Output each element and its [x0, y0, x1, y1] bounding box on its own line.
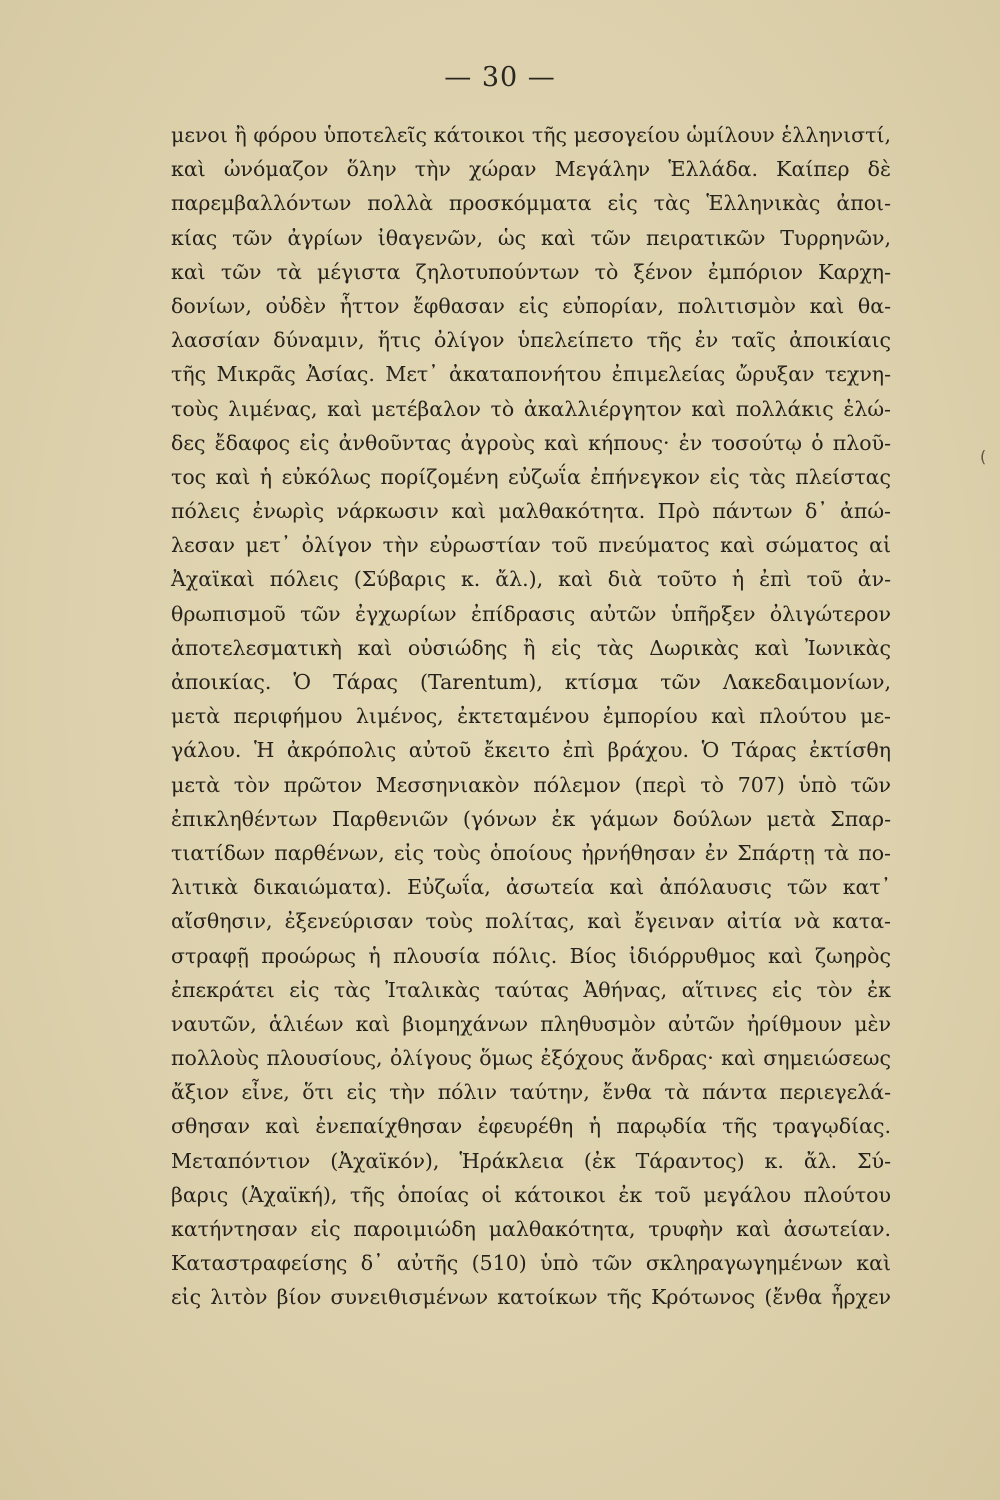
text-line: ναυτῶν, ἁλιέων καὶ βιομηχάνων πληθυσμὸν αὐτῶν ἠρίθμουν μὲν	[171, 1011, 891, 1036]
text-line: ἀποικίας. Ὁ Τάρας (Tarentum), κτίσμα τῶν Λακεδαιμονίων,	[171, 670, 891, 694]
text-line: ἀποτελεσματικὴ καὶ οὐσιώδης ἢ εἰς τὰς Δωρικὰς καὶ Ἰωνικὰς	[171, 635, 891, 660]
text-line: Ἀχαϊκαὶ πόλεις (Σύβαρις κ. ἄλ.), καὶ διὰ τοῦτο ἡ ἐπὶ τοῦ ἀν-	[171, 567, 891, 592]
text-line: δονίων, οὐδὲν ἧττον ἔφθασαν εἰς εὐπορίαν, πολιτισμὸν καὶ θα-	[171, 293, 891, 318]
text-line: λιτικὰ δικαιώματα). Εὐζωΐα, ἀσωτεία καὶ ἀπόλαυσις τῶν κατ᾽	[171, 875, 891, 900]
text-line: Μεταπόντιον (Ἀχαϊκόν), Ἡράκλεια (ἐκ Τάραντος) κ. ἄλ. Σύ-	[171, 1148, 891, 1173]
text-line: πόλεις ἐνωρὶς νάρκωσιν καὶ μαλθακότητα. Πρὸ πάντων δ᾽ ἀπώ-	[171, 499, 891, 524]
text-line: δες ἔδαφος εἰς ἀνθοῦντας ἀγροὺς καὶ κήπους· ἐν τοσούτῳ ὁ πλοῦ-	[171, 430, 891, 455]
text-line: θρωπισμοῦ τῶν ἐγχωρίων ἐπίδρασις αὐτῶν ὑπῆρξεν ὀλιγώτερον	[171, 601, 891, 626]
margin-mark: (	[980, 447, 987, 466]
text-line: κατήντησαν εἰς παροιμιώδη μαλθακότητα, τρυφὴν καὶ ἀσωτείαν.	[171, 1217, 891, 1241]
text-line: εἰς λιτὸν βίον συνειθισμένων κατοίκων τῆς Κρότωνος (ἔνθα ἦρχεν	[171, 1285, 891, 1310]
text-line: βαρις (Ἀχαϊκή), τῆς ὁποίας οἱ κάτοικοι ἐκ τοῦ μεγάλου πλούτου	[171, 1182, 891, 1207]
text-line: τοὺς λιμένας, καὶ μετέβαλον τὸ ἀκαλλιέργητον καὶ πολλάκις ἑλώ-	[171, 396, 891, 421]
text-line: ἄξιον εἶνε, ὅτι εἰς τὴν πόλιν ταύτην, ἔνθα τὰ πάντα περιεγελά-	[171, 1080, 891, 1105]
page-number: — 30 —	[444, 62, 556, 93]
text-line: παρεμβαλλόντων πολλὰ προσκόμματα εἰς τὰς Ἑλληνικὰς ἀποι-	[171, 191, 891, 216]
text-line: λασσίαν δύναμιν, ἥτις ὀλίγον ὑπελείπετο τῆς ἐν ταῖς ἀποικίαις	[171, 328, 891, 353]
text-line: μενοι ἢ φόρου ὑποτελεῖς κάτοικοι τῆς μεσογείου ὡμίλουν ἑλληνιστί,	[171, 123, 891, 147]
text-line: μετὰ περιφήμου λιμένος, ἐκτεταμένου ἐμπορίου καὶ πλούτου με-	[171, 704, 891, 729]
body-text	[171, 118, 891, 1315]
text-line: γάλου. Ἡ ἀκρόπολις αὐτοῦ ἔκειτο ἐπὶ βράχου. Ὁ Τάρας ἐκτίσθη	[171, 738, 891, 763]
text-line: τῆς Μικρᾶς Ἀσίας. Μετ᾽ ἀκαταπονήτου ἐπιμελείας ὤρυξαν τεχνη-	[171, 362, 891, 387]
text-line: καὶ ὠνόμαζον ὅλην τὴν χώραν Μεγάλην Ἑλλάδα. Καίπερ δὲ	[171, 157, 891, 182]
text-line: πολλοὺς πλουσίους, ὀλίγους ὅμως ἐξόχους ἄνδρας· καὶ σημειώσεως	[171, 1046, 891, 1071]
text-line: τιατίδων παρθένων, εἰς τοὺς ὁποίους ἠρνήθησαν ἐν Σπάρτῃ τὰ πο-	[171, 840, 891, 865]
text-line: τος καὶ ἡ εὐκόλως πορίζομένη εὐζωΐα ἐπήνεγκον εἰς τὰς πλείστας	[171, 464, 891, 489]
text-line: σθησαν καὶ ἐνεπαίχθησαν ἐφευρέθη ἡ παρῳδία τῆς τραγῳδίας.	[171, 1114, 891, 1139]
text-line: λεσαν μετ᾽ ὀλίγον τὴν εὐρωστίαν τοῦ πνεύματος καὶ σώματος αἱ	[171, 533, 891, 558]
text-line: στραφῇ προώρως ἡ πλουσία πόλις. Βίος ἰδιόρρυθμος καὶ ζωηρὸς	[171, 943, 891, 968]
text-line: κίας τῶν ἀγρίων ἰθαγενῶν, ὡς καὶ τῶν πειρατικῶν Τυρρηνῶν,	[171, 225, 891, 250]
text-line: καὶ τῶν τὰ μέγιστα ζηλοτυπούντων τὸ ξένον ἐμπόριον Καρχη-	[171, 259, 891, 284]
text-line: αἴσθησιν, ἐξενεύρισαν τοὺς πολίτας, καὶ ἔγειναν αἰτία νὰ κατα-	[171, 909, 891, 934]
text-line: ἐπικληθέντων Παρθενιῶν (γόνων ἐκ γάμων δούλων μετὰ Σπαρ-	[171, 806, 891, 831]
text-line: ἐπεκράτει εἰς τὰς Ἰταλικὰς ταύτας Ἀθήνας, αἵτινες εἰς τὸν ἐκ	[171, 977, 891, 1002]
text-line: Καταστραφείσης δ᾽ αὐτῆς (510) ὑπὸ τῶν σκληραγωγημένων καὶ	[171, 1251, 891, 1276]
text-line: μετὰ τὸν πρῶτον Μεσσηνιακὸν πόλεμον (περὶ τὸ 707) ὑπὸ τῶν	[171, 772, 891, 797]
